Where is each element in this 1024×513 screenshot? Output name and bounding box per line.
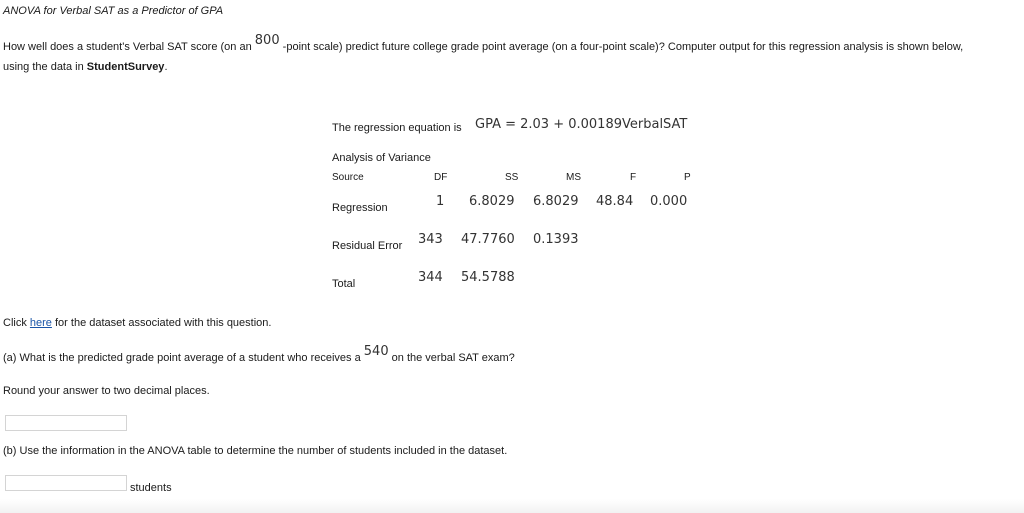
intro-line-2 xyxy=(3,61,168,73)
dataset-prefix: Click xyxy=(3,317,27,329)
header-ms: MS xyxy=(566,172,581,183)
row-regression-ms: 6.8029 xyxy=(533,194,579,209)
intro-text-1: How well does a student's Verbal SAT score (on an xyxy=(3,41,252,53)
row-residual-source: Residual Error xyxy=(332,240,403,252)
intro-text-2: -point scale) predict future college grade point average (on a four-point scale)? Computer output for this regression analysis is shown below, xyxy=(282,41,964,53)
intro-line2-suffix: . xyxy=(164,61,168,73)
row-regression-f: 48.84 xyxy=(596,194,634,209)
row-regression-df: 1 xyxy=(436,194,445,209)
dataset-link[interactable]: here xyxy=(29,317,52,329)
row-residual-ss: 47.7760 xyxy=(461,232,515,247)
row-total-df: 344 xyxy=(418,270,443,285)
dataset-line xyxy=(3,317,271,329)
intro-line2-prefix: using the data in xyxy=(3,61,84,73)
part-b-answer-input[interactable] xyxy=(5,475,127,491)
part-a-question xyxy=(3,344,515,364)
part-a-suffix: on the verbal SAT exam? xyxy=(391,352,515,364)
round-note: Round your answer to two decimal places. xyxy=(3,385,210,397)
row-total-source: Total xyxy=(332,278,356,290)
intro-line-1 xyxy=(3,33,964,53)
regression-equation: GPA = 2.03 + 0.00189VerbalSAT xyxy=(475,117,688,132)
bottom-fade xyxy=(0,499,1024,513)
part-b-question: (b) Use the information in the ANOVA table to determine the number of students included in the dataset. xyxy=(3,445,508,457)
row-regression-ss: 6.8029 xyxy=(469,194,515,209)
header-df: DF xyxy=(434,172,448,183)
scale-value: 800 xyxy=(254,33,280,48)
row-total-ss: 54.5788 xyxy=(461,270,515,285)
dataset-name: StudentSurvey xyxy=(86,61,165,73)
regression-equation-label: The regression equation is xyxy=(332,122,462,134)
sat-value: 540 xyxy=(363,344,389,359)
row-regression-source: Regression xyxy=(332,202,388,214)
header-p: P xyxy=(684,172,691,183)
header-ss: SS xyxy=(505,172,519,183)
part-b-unit-label: students xyxy=(130,482,172,494)
anova-title: Analysis of Variance xyxy=(332,152,431,164)
row-residual-df: 343 xyxy=(418,232,443,247)
part-a-prefix: (a) What is the predicted grade point average of a student who receives a xyxy=(3,352,361,364)
row-regression-p: 0.000 xyxy=(650,194,688,209)
header-source: Source xyxy=(332,172,364,183)
row-residual-ms: 0.1393 xyxy=(533,232,579,247)
dataset-suffix: for the dataset associated with this question. xyxy=(55,317,272,329)
page-title: ANOVA for Verbal SAT as a Predictor of GPA xyxy=(3,5,224,17)
part-a-answer-input[interactable] xyxy=(5,415,127,431)
header-f: F xyxy=(630,172,637,183)
